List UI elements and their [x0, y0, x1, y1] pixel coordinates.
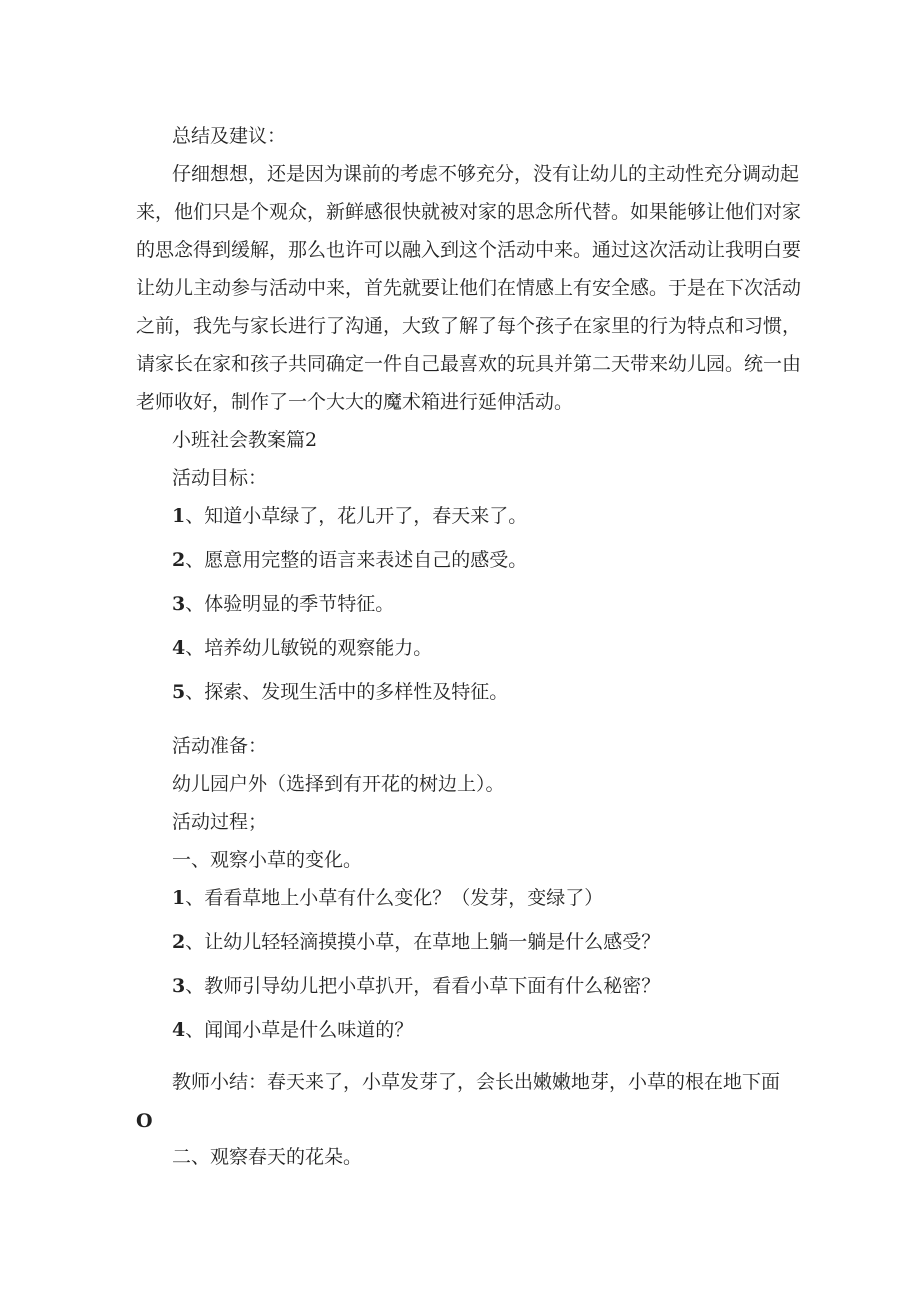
goal-text: 、体验明显的季节特征。: [185, 593, 395, 615]
process-item: [172, 886, 603, 910]
process-item-number: 3: [172, 975, 186, 997]
process-item-text: 、让幼儿轻轻滴摸摸小草，在草地上躺一躺是什么感受？: [185, 931, 661, 953]
goal-number: 5: [172, 681, 186, 703]
goal-item: [172, 504, 527, 528]
goal-text: 、愿意用完整的语言来表述自己的感受。: [185, 549, 528, 571]
goal-number: 1: [172, 505, 186, 527]
process-item: [172, 974, 660, 998]
summary-paragraph-line: 老师收好，制作了一个大大的魔术箱进行延伸活动。: [136, 391, 574, 413]
goal-item: [172, 636, 432, 660]
preparation-text: 幼儿园户外（选择到有开花的树边上）。: [172, 773, 505, 795]
goal-item: [172, 680, 508, 704]
process-item-text: 、看看草地上小草有什么变化？（发芽，变绿了）: [185, 887, 604, 909]
summary-paragraph-line: 仔细想想，还是因为课前的考虑不够充分，没有让幼儿的主动性充分调动起: [172, 163, 800, 185]
goal-number: 2: [172, 549, 186, 571]
process-item: [172, 1018, 413, 1042]
teacher-summary: 教师小结：春天来了，小草发芽了，会长出嫩嫩地芽，小草的根在地下面: [172, 1071, 781, 1093]
summary-paragraph-line: 的思念得到缓解，那么也许可以融入到这个活动中来。通过这次活动让我明白要: [136, 239, 802, 261]
goal-number: 4: [172, 637, 186, 659]
summary-paragraph-line: 之前，我先与家长进行了沟通，大致了解了每个孩子在家里的行为特点和习惯，: [136, 315, 802, 337]
goal-text: 、探索、发现生活中的多样性及特征。: [185, 681, 509, 703]
preparation-heading: 活动准备：: [172, 735, 268, 757]
section-title: 小班社会教案篇2: [172, 429, 318, 451]
teacher-summary-tail: O: [136, 1110, 153, 1132]
process-item-number: 2: [172, 931, 186, 953]
process-part-title: 二、观察春天的花朵。: [172, 1146, 363, 1168]
summary-paragraph-line: 让幼儿主动参与活动中来，首先就要让他们在情感上有安全感。于是在下次活动: [136, 277, 802, 299]
process-item-number: 1: [172, 887, 186, 909]
process-heading: 活动过程；: [172, 811, 268, 833]
process-item-text: 、教师引导幼儿把小草扒开，看看小草下面有什么秘密？: [185, 975, 661, 997]
goal-number: 3: [172, 593, 186, 615]
process-part-title: 一、观察小草的变化。: [172, 849, 363, 871]
summary-paragraph-line: 来，他们只是个观众，新鲜感很快就被对家的思念所代替。如果能够让他们对家: [136, 201, 802, 223]
goal-item: [172, 548, 527, 572]
summary-heading: 总结及建议：: [172, 125, 287, 147]
process-item-text: 、闻闻小草是什么味道的？: [185, 1019, 414, 1041]
goal-text: 、培养幼儿敏锐的观察能力。: [185, 637, 433, 659]
process-item-number: 4: [172, 1019, 186, 1041]
goals-heading: 活动目标：: [172, 467, 268, 489]
process-item: [172, 930, 660, 954]
summary-paragraph-line: 请家长在家和孩子共同确定一件自己最喜欢的玩具并第二天带来幼儿园。统一由: [136, 353, 802, 375]
goal-item: [172, 592, 394, 616]
goal-text: 、知道小草绿了，花儿开了，春天来了。: [185, 505, 528, 527]
